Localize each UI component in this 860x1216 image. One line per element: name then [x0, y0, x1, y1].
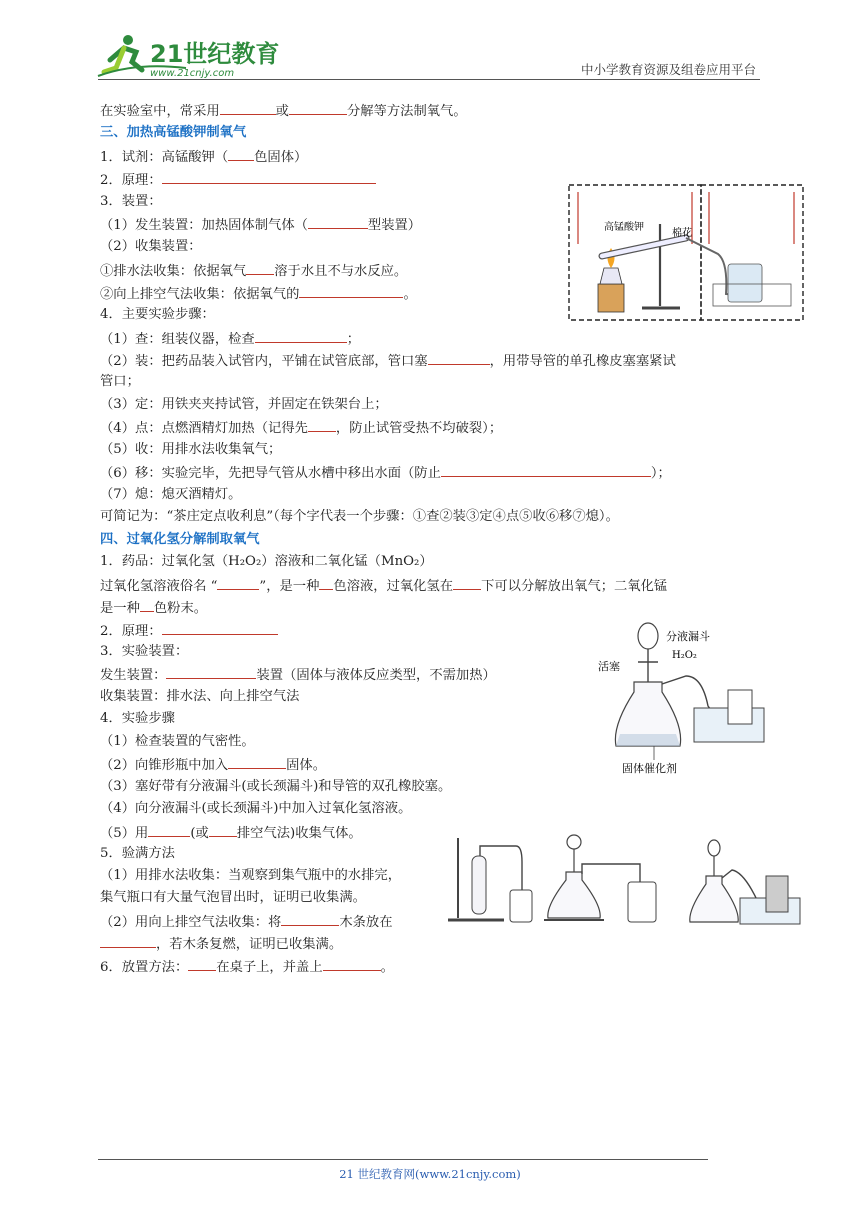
blank [323, 956, 381, 971]
text: ，防止试管受热不均破裂）； [335, 421, 503, 436]
blank [162, 620, 278, 635]
text: （2）用向上排空气法收集：将 [100, 915, 282, 930]
text: 发生装置： [100, 668, 167, 683]
text: ②向上排空气法收集：依据氧气的 [100, 287, 300, 302]
blank [441, 462, 651, 477]
text: （2）装：把药品装入试管内，平铺在试管底部，管口塞 [100, 354, 428, 369]
blank [217, 575, 259, 590]
apparatus-line: 3．装置： [100, 194, 162, 209]
blank [453, 575, 481, 590]
three-apparatus-figure [444, 832, 806, 926]
footer-text[interactable]: 21 世纪教育网(www.21cnjy.com) [339, 1167, 521, 1181]
text: 是一种 [100, 601, 140, 616]
blank [228, 146, 254, 161]
text: 木条放在 [339, 915, 393, 930]
step2-1: （1）检查装置的气密性。 [100, 734, 255, 749]
apparatus-2-line: 3．实验装置： [100, 644, 189, 659]
principle-line [100, 169, 376, 191]
text: 或 [275, 104, 289, 119]
apparatus-b [544, 835, 656, 922]
air-collect-line [100, 283, 417, 305]
blank [246, 260, 274, 275]
text: 下可以分解放出氧气；二氧化锰 [481, 579, 668, 594]
text: 。 [380, 960, 394, 975]
mno2-desc-line [100, 597, 207, 619]
h2o2-label: H₂O₂ [672, 650, 697, 661]
apparatus-c [690, 840, 800, 924]
intro-line [100, 100, 467, 122]
logo-url: www.21cnjy.com [150, 68, 235, 79]
text: 色粉末。 [153, 601, 208, 616]
text: ）； [650, 466, 671, 481]
text: 固体。 [286, 758, 327, 773]
blank [188, 956, 216, 971]
text: 2．原理： [100, 624, 162, 639]
check-full-2b [100, 933, 342, 955]
logo [96, 32, 296, 80]
h2o2-desc-line [100, 575, 667, 597]
step-4 [100, 417, 502, 439]
text: 1．试剂：高锰酸钾（ [100, 150, 229, 165]
text: 在桌子上，并盖上 [216, 960, 323, 975]
generator-2-line [100, 664, 496, 686]
text: 2．原理： [100, 173, 162, 188]
section-3-heading: 三、加热高锰酸钾制氧气 [100, 125, 247, 140]
text: 在实验室中，常采用 [100, 104, 220, 119]
text: 色固体） [254, 150, 308, 165]
collector-2-line: 收集装置：排水法、向上排空气法 [100, 689, 300, 704]
reagent-line [100, 146, 307, 168]
blank [148, 822, 190, 837]
text: ； [346, 332, 361, 347]
check-full-heading: 5．验满方法 [100, 846, 175, 861]
step2-2 [100, 754, 326, 776]
text: ，用带导管的单孔橡皮塞塞紧试 [489, 354, 676, 369]
step-3: （3）定：用铁夹夹持试管，并固定在铁架台上； [100, 397, 388, 412]
text: （2）向锥形瓶中加入 [100, 758, 229, 773]
water-collect-line [100, 260, 407, 282]
text: ①排水法收集：依据氧气 [100, 264, 247, 279]
kmno4-label: 高锰酸钾 [604, 222, 644, 233]
text: 色溶液，过氧化氢在 [333, 579, 454, 594]
step-2 [100, 350, 676, 372]
blank [289, 100, 347, 115]
text: （4）点：点燃酒精灯加热（记得先 [100, 421, 308, 436]
blank [255, 328, 347, 343]
blank [209, 822, 237, 837]
step-5: （5）收：用排水法收集氧气； [100, 442, 282, 457]
section-4-heading: 四、过氧化氢分解制取氧气 [100, 532, 260, 547]
steps-heading: 4．主要实验步骤： [100, 307, 215, 322]
blank [319, 575, 333, 590]
text: 装置（固体与液体反应类型，不需加热） [256, 668, 496, 683]
generator-line [100, 214, 421, 236]
blank [308, 417, 336, 432]
blank [299, 283, 403, 298]
text: （1）查：组装仪器，检查 [100, 332, 255, 347]
step-1 [100, 328, 360, 350]
header-divider [98, 79, 760, 80]
text: 6．放置方法： [100, 960, 189, 975]
step-2-cont: 管口； [100, 374, 140, 389]
step2-4: （4）向分液漏斗(或长颈漏斗)中加入过氧化氢溶液。 [100, 801, 412, 816]
footer-divider [98, 1159, 708, 1160]
text: 溶于水且不与水反应。 [274, 264, 408, 279]
step2-3: （3）塞好带有分液漏斗(或长颈漏斗)和导管的双孔橡胶塞。 [100, 779, 452, 794]
funnel-label: 分液漏斗 [666, 630, 710, 643]
text: ，若木条复燃，证明已收集满。 [156, 937, 343, 952]
step2-5 [100, 822, 362, 844]
logo-text: 21世纪教育 [150, 40, 280, 68]
text: 型装置） [367, 218, 422, 233]
principle-2-line [100, 620, 278, 642]
blank [281, 911, 339, 926]
apparatus-a [448, 838, 532, 922]
text: 。 [403, 287, 417, 302]
mnemonic-line: 可简记为：“茶庄定点收利息”（每个字代表一个步骤：①查②装③定④点⑤收⑥移⑦熄）。 [100, 509, 619, 524]
step-7: （7）熄：熄灭酒精灯。 [100, 487, 242, 502]
placement-line [100, 956, 394, 978]
check-full-1b: 集气瓶口有大量气泡冒出时，证明已收集满。 [100, 890, 366, 905]
blank [228, 754, 286, 769]
catalyst-label: 固体催化剂 [622, 762, 677, 775]
text: ”，是一种 [259, 579, 320, 594]
blank [140, 597, 154, 612]
text: 分解等方法制氧气。 [346, 104, 467, 119]
step-6 [100, 462, 671, 484]
text: （5）用 [100, 826, 149, 841]
collector-line: （2）收集装置： [100, 239, 202, 254]
text: （6）移：实验完毕，先把导气管从水槽中移出水面（防止 [100, 466, 441, 481]
steps-2-heading: 4．实验步骤 [100, 711, 175, 726]
check-full-2a [100, 911, 393, 933]
valve-label: 活塞 [598, 660, 620, 673]
drug-line: 1．药品：过氧化氢（H₂O₂）溶液和二氧化锰（MnO₂） [100, 554, 433, 569]
text: (或 [190, 826, 209, 841]
text: 排空气法)收集气体。 [236, 826, 362, 841]
platform-name: 中小学教育资源及组卷应用平台 [580, 62, 756, 77]
blank [308, 214, 368, 229]
blank [100, 933, 156, 948]
blank [166, 664, 256, 679]
blank [220, 100, 276, 115]
kmno4-apparatus-figure [568, 184, 804, 322]
blank [428, 350, 490, 365]
h2o2-apparatus-figure [590, 618, 780, 776]
cotton-label: 棉花 [672, 228, 692, 239]
text: 过氧化氢溶液俗名 “ [100, 579, 218, 594]
text: （1）发生装置：加热固体制气体（ [100, 218, 308, 233]
blank [162, 169, 376, 184]
check-full-1a: （1）用排水法收集：当观察到集气瓶中的水排完， [100, 868, 401, 883]
